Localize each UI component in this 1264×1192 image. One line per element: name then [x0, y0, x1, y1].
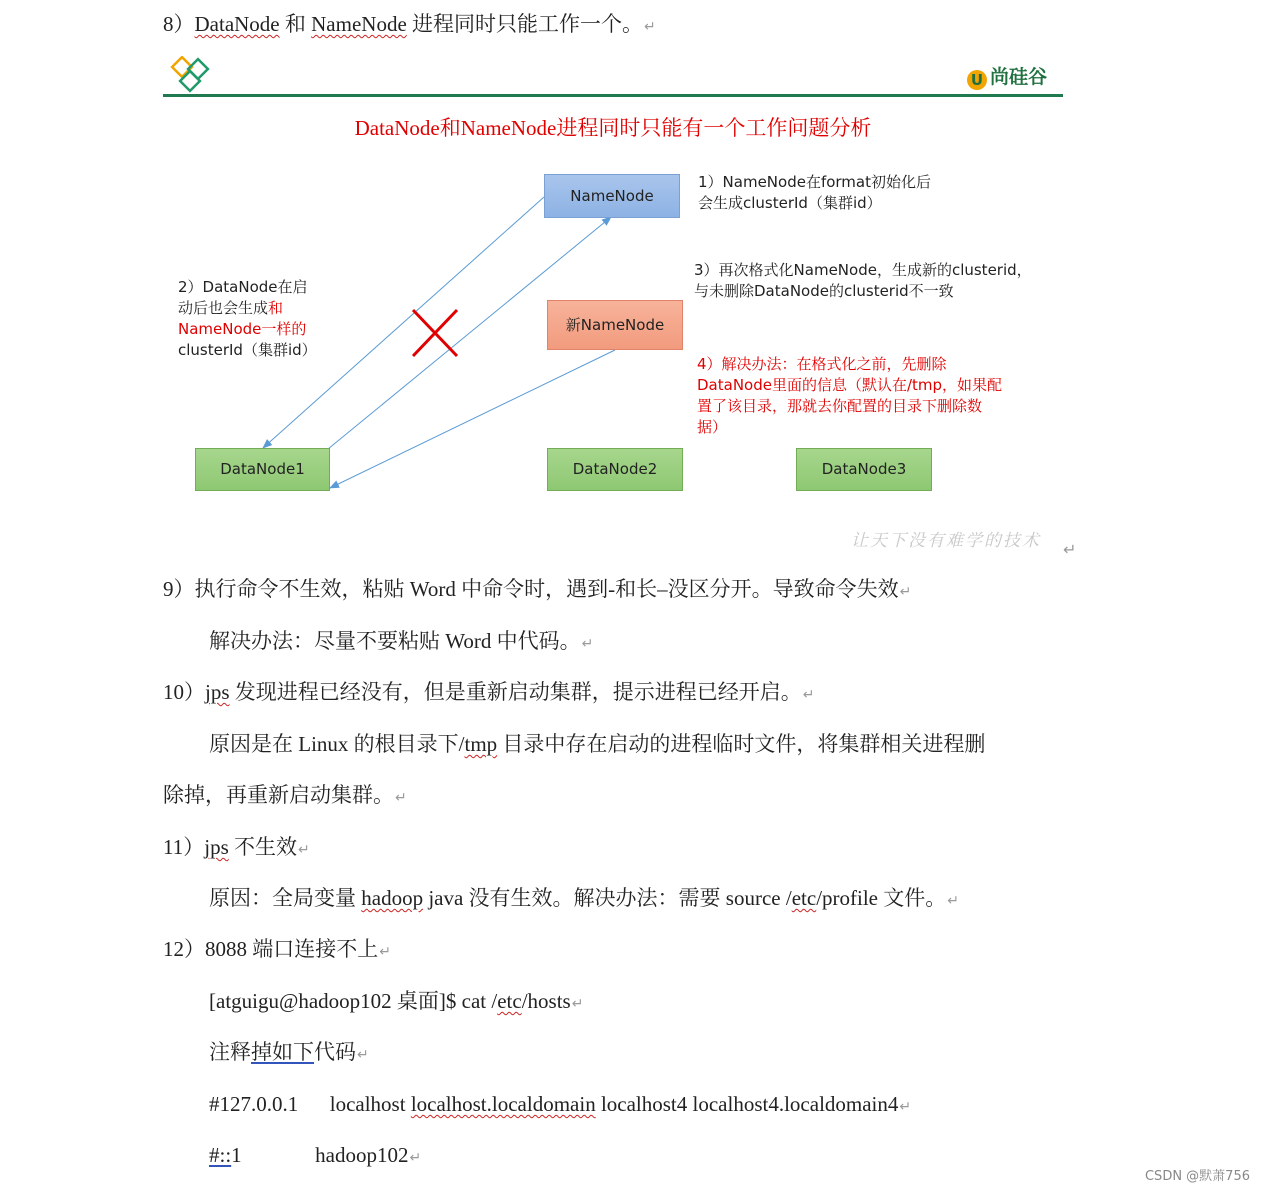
item11-cause-c: /profile 文件。 [816, 886, 947, 910]
note-3-line: 3）再次格式化NameNode，生成新的clusterid， [694, 261, 1032, 279]
item10-num: 10） [163, 680, 205, 704]
note-2-line: clusterId（集群id） [178, 341, 317, 359]
item10-cause-c: 除掉，再重新启动集群。 [163, 783, 394, 807]
datanode3-box: DataNode3 [796, 448, 932, 491]
item11-cause-b: java 没有生效。解决办法：需要 source / [423, 886, 792, 910]
return-mark: ↵ [899, 1099, 912, 1115]
item11-word-hadoop: hadoop [361, 886, 424, 910]
item12-code-line-2 [209, 1141, 421, 1172]
note-2-text: 动后也会生成 [178, 299, 269, 317]
return-mark: ↵ [379, 944, 391, 960]
item10-rest: 发现进程已经没有，但是重新启动集群，提示进程已经开启。 [229, 680, 802, 704]
return-mark: ↵ [298, 842, 310, 858]
note-1-line: 1）NameNode在format初始化后 [698, 173, 931, 191]
return-mark: ↵ [802, 687, 815, 703]
item12-text: 12）8088 端口连接不上 [163, 937, 379, 961]
item9-fix-text: 解决办法：尽量不要粘贴 Word 中代码。 [209, 629, 581, 653]
note-2-highlight: 和 [268, 299, 284, 317]
return-mark: ↵ [581, 636, 594, 652]
item11-rest: 不生效 [228, 835, 297, 859]
item12-cmd-b: /hosts [521, 989, 571, 1013]
note-2 [178, 277, 317, 361]
return-mark: ↵ [947, 893, 959, 909]
return-mark: ↵ [1063, 540, 1077, 559]
item8-line [163, 10, 656, 41]
note-4-line: 置了该目录，那就去你配置的目录下删除数 [697, 397, 983, 415]
slide-image [163, 52, 1063, 562]
item11-line [163, 833, 310, 864]
item12-note-a: 注释 [209, 1040, 251, 1064]
note-4-line: 4）解决办法：在格式化之前，先删除 [697, 355, 947, 373]
note-2-line: 2）DataNode在启 [178, 278, 308, 296]
code1-a: #127.0.0.1 localhost [209, 1092, 411, 1116]
item11-word-etc: etc [791, 886, 817, 910]
code1-b: localhost4 localhost4.localdomain4 [595, 1092, 899, 1116]
item11-cause-a: 原因：全局变量 [209, 886, 362, 910]
note-1-line: 会生成clusterId（集群id） [698, 194, 882, 212]
item12-note-b: 代码 [314, 1040, 356, 1064]
item12-line [163, 935, 391, 966]
item11-word-jps: jps [204, 835, 229, 859]
item10-word-jps: jps [205, 680, 230, 704]
return-mark: ↵ [644, 19, 656, 35]
return-mark: ↵ [395, 790, 407, 806]
datanode2-box: DataNode2 [547, 448, 683, 491]
item9-line [163, 575, 911, 606]
brand-circle-icon: U [967, 70, 987, 90]
note-1 [698, 172, 931, 214]
return-mark: ↵ [409, 1150, 422, 1166]
note-2-line [178, 298, 317, 319]
code2-b: 1 hadoop102 [231, 1143, 409, 1167]
item12-command [209, 987, 583, 1018]
slide-watermark: 让天下没有难学的技术 [851, 531, 1041, 550]
csdn-watermark: CSDN @默萧756 [1144, 1169, 1250, 1184]
item12-word-etc: etc [497, 989, 522, 1013]
item8-num: 8） [163, 12, 195, 36]
datanode1-box: DataNode1 [195, 448, 330, 491]
code2-a: #:: [209, 1143, 232, 1167]
item8-and: 和 [279, 12, 312, 36]
note-4-line: DataNode里面的信息（默认在/tmp，如果配 [697, 376, 1003, 394]
code1-word-localdomain: localhost.localdomain [410, 1092, 596, 1116]
item11-num: 11） [163, 835, 205, 859]
return-mark: ↵ [899, 584, 912, 600]
item12-note-underlined: 掉如下 [251, 1040, 314, 1064]
cross-mark-icon [413, 310, 457, 356]
item12-code-line-1 [209, 1090, 911, 1121]
note-3 [694, 260, 1032, 302]
namenode-box: NameNode [544, 174, 680, 218]
item8-word-namenode: NameNode [311, 12, 407, 36]
item8-rest: 进程同时只能工作一个。 [406, 12, 644, 36]
item12-cmd-a: [atguigu@hadoop102 桌面]$ cat / [209, 989, 498, 1013]
item10-cause [209, 730, 985, 758]
return-mark: ↵ [357, 1047, 369, 1063]
note-4-line: 据） [697, 418, 728, 436]
item10-cause-a: 原因是在 Linux 的根目录下/ [209, 732, 465, 756]
item10-line [163, 678, 815, 709]
item10-word-tmp: tmp [464, 732, 498, 756]
item12-note [209, 1038, 369, 1069]
item9-fix [209, 627, 593, 658]
item11-cause [209, 884, 959, 915]
item8-word-datanode: DataNode [194, 12, 280, 36]
item10-cause-b: 目录中存在启动的进程临时文件，将集群相关进程删 [497, 732, 986, 756]
item9-text: 9）执行命令不生效，粘贴 Word 中命令时，遇到-和长–没区分开。导致命令失效 [163, 577, 899, 601]
slide-title: DataNode和NameNode进程同时只能有一个工作问题分析 [354, 116, 872, 140]
return-mark: ↵ [571, 996, 584, 1012]
note-4 [697, 354, 1002, 438]
new-namenode-box: 新NameNode [547, 300, 683, 350]
note-2-line: NameNode一样的 [178, 320, 307, 338]
note-3-line: 与未删除DataNode的clusterid不一致 [694, 282, 954, 300]
item10-cause-cont [163, 781, 407, 812]
brand-name: 尚硅谷 [989, 66, 1047, 88]
